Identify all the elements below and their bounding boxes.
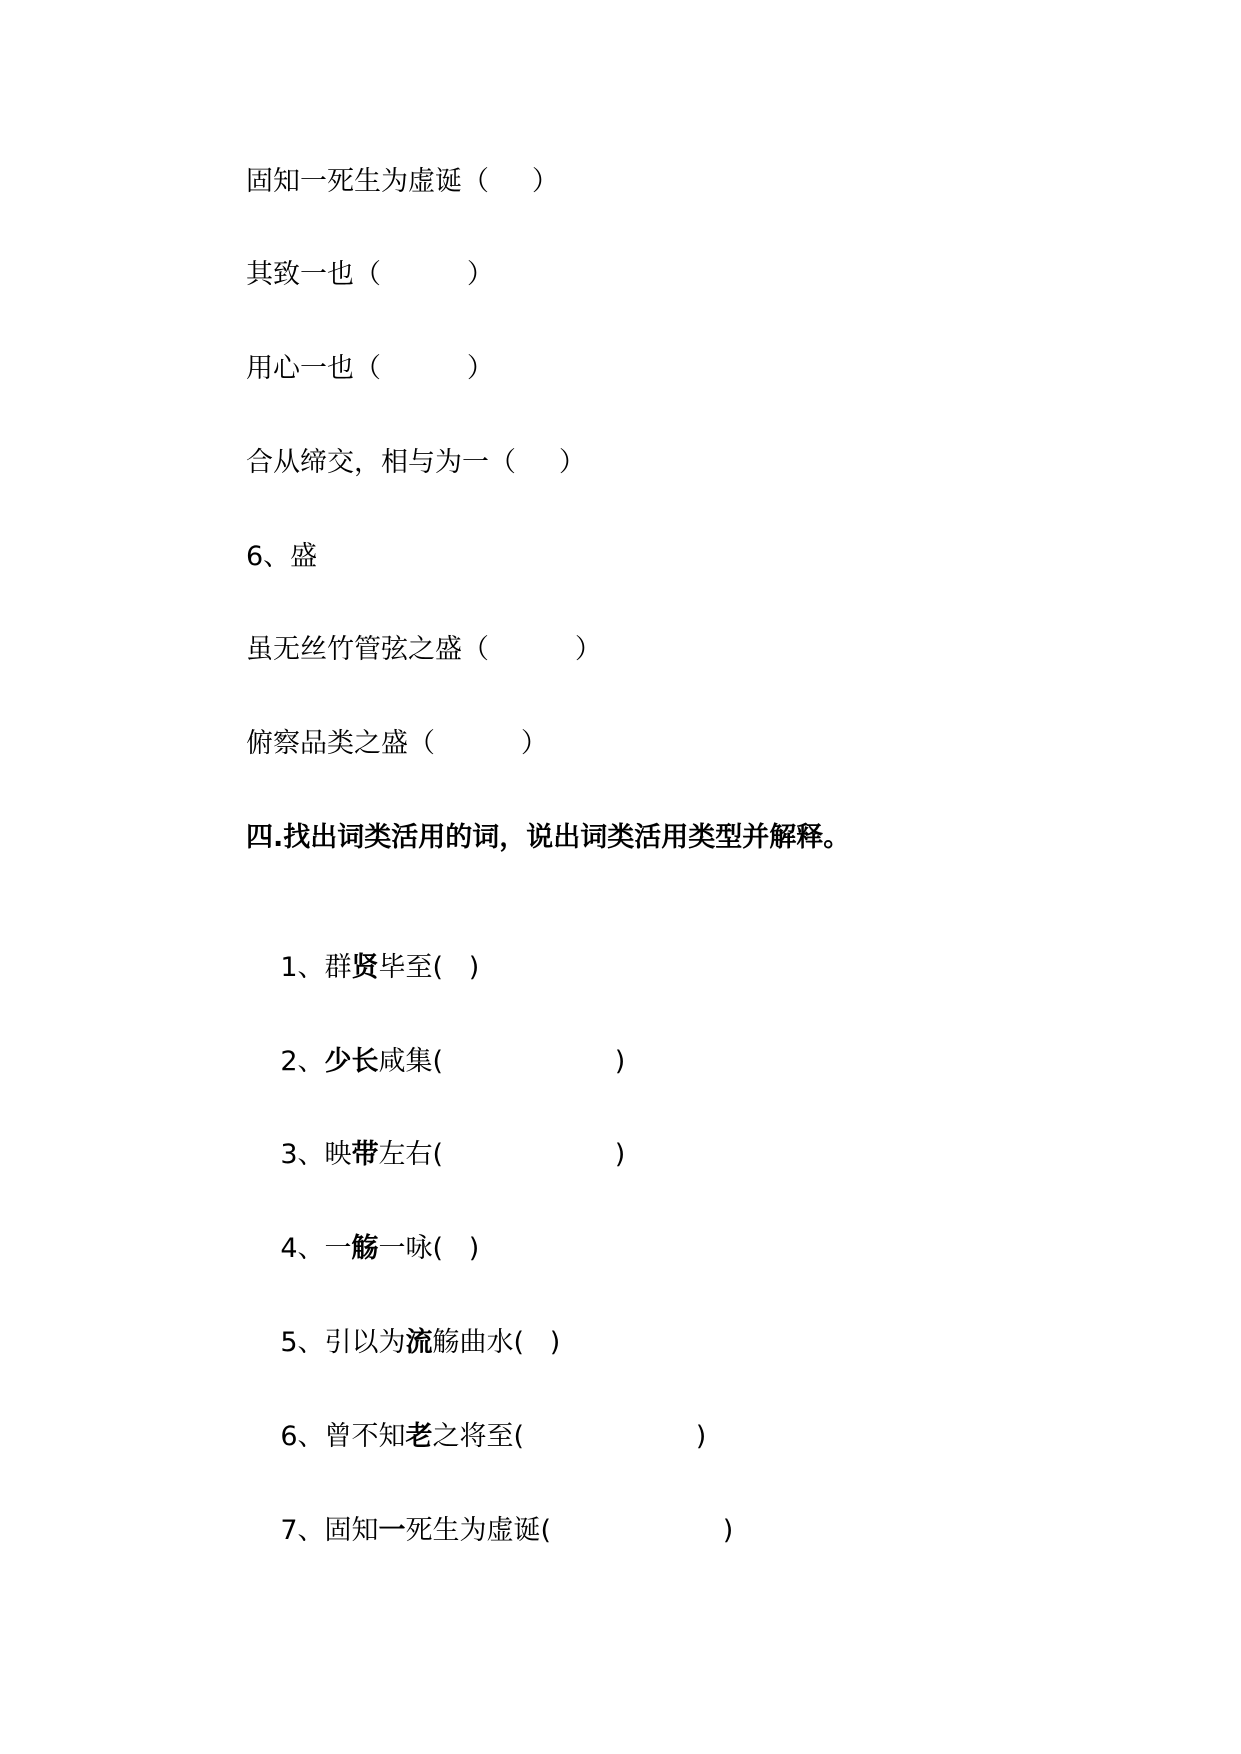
item-text: 映 — [324, 1139, 352, 1170]
item-number: 7、 — [280, 1515, 325, 1546]
item-text: 一咏( ) — [378, 1233, 480, 1264]
item-text: 引以为 — [324, 1327, 406, 1358]
item-text: 曾不知 — [324, 1421, 406, 1452]
list-item — [246, 1008, 625, 1116]
exercise-subheading: 6、盛 — [246, 541, 318, 572]
item-text: 觞曲水( ) — [432, 1327, 561, 1358]
item-text: 左右( ) — [378, 1139, 626, 1170]
item-bold-word: 一 — [378, 1515, 406, 1546]
item-text: 群 — [324, 952, 352, 983]
item-bold-word: 少长 — [324, 1046, 379, 1077]
list-item — [246, 1477, 733, 1585]
item-number: 1、 — [280, 952, 325, 983]
item-bold-word: 流 — [405, 1327, 433, 1358]
item-number: 3、 — [280, 1139, 325, 1170]
exercise-line: 俯察品类之盛（ ） — [246, 728, 548, 759]
item-bold-word: 带 — [351, 1139, 379, 1170]
section-heading: 四.找出词类活用的词，说出词类活用类型并解释。 — [246, 822, 851, 853]
list-item — [246, 1195, 479, 1303]
exercise-line: 虽无丝竹管弦之盛（ ） — [246, 634, 602, 665]
list-item — [246, 1289, 560, 1397]
exercise-line: 其致一也（ ） — [246, 259, 494, 290]
list-item — [246, 1101, 625, 1209]
item-text: 毕至( ) — [378, 952, 480, 983]
item-bold-word: 觞 — [351, 1233, 379, 1264]
item-bold-word: 贤 — [351, 952, 379, 983]
item-number: 2、 — [280, 1046, 325, 1077]
item-bold-word: 老 — [405, 1421, 433, 1452]
exercise-line: 用心一也（ ） — [246, 353, 494, 384]
exercise-line: 固知一死生为虚诞（ ） — [246, 166, 559, 197]
item-text: 之将至( ) — [432, 1421, 707, 1452]
list-item — [246, 1383, 706, 1491]
item-text: 咸集( ) — [378, 1046, 626, 1077]
item-text: 一 — [324, 1233, 352, 1264]
item-text: 死生为虚诞( ) — [405, 1515, 734, 1546]
list-item — [246, 914, 479, 1022]
item-text: 固知 — [324, 1515, 379, 1546]
exercise-line: 合从缔交，相与为一（ ） — [246, 447, 586, 478]
item-number: 6、 — [280, 1421, 325, 1452]
item-number: 4、 — [280, 1233, 325, 1264]
item-number: 5、 — [280, 1327, 325, 1358]
